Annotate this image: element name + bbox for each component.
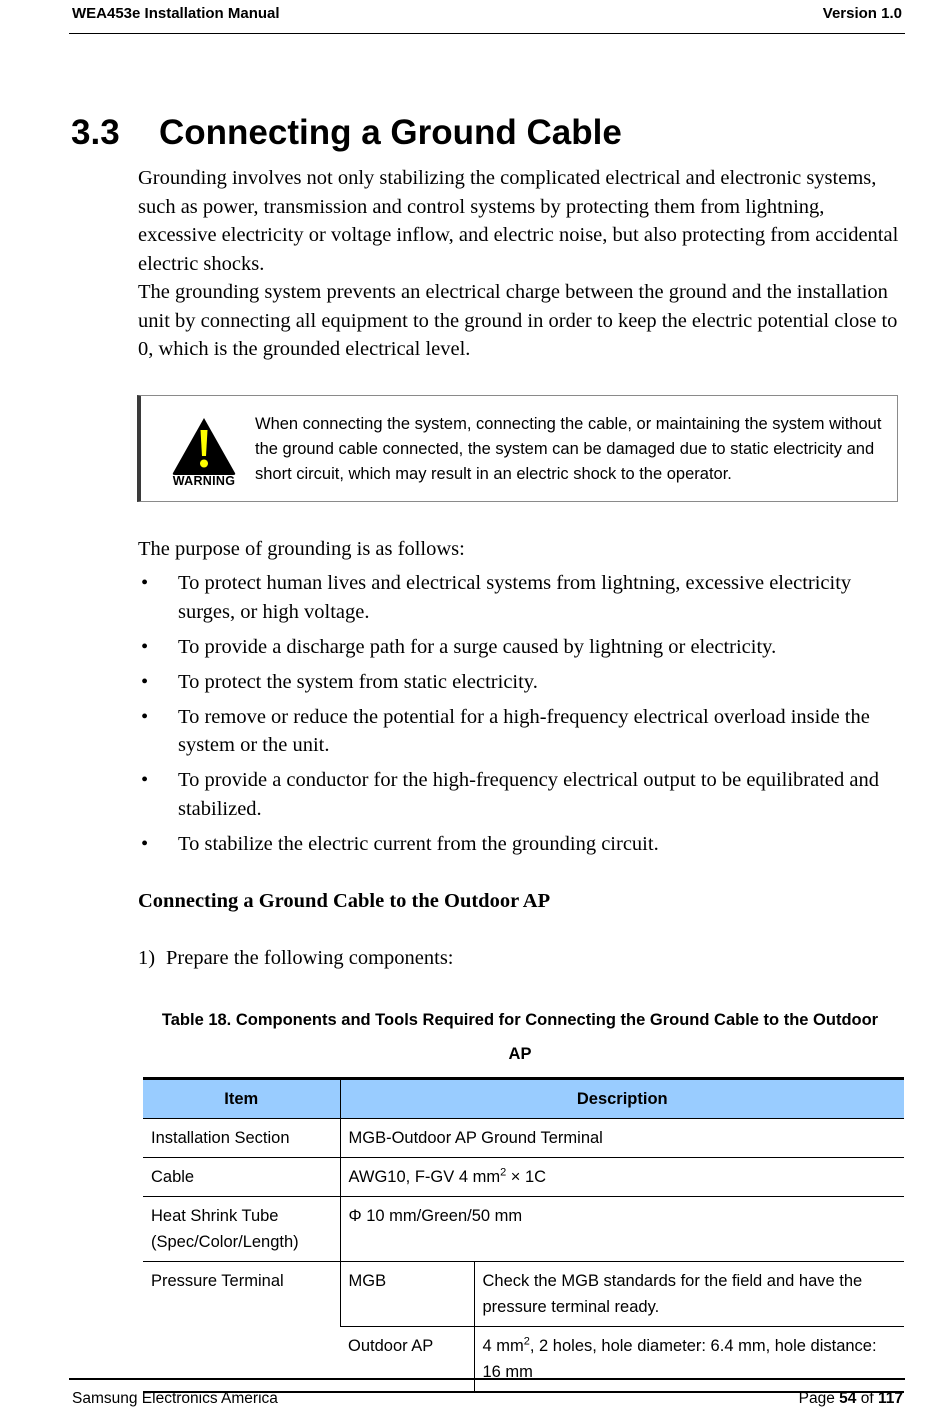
footer-page-number <box>799 1390 903 1408</box>
cable-spec: AWG10, F-GV 4 mm <box>348 1168 501 1186</box>
list-item-text: To protect human lives and electrical systems from lightning, excessive electricity surges, or high voltage. <box>178 572 852 623</box>
components-table <box>143 1077 904 1393</box>
warning-triangle-icon <box>171 416 237 476</box>
cell-subitem: MGB <box>340 1262 474 1327</box>
terminal-spec-suffix: , 2 holes, hole diameter: 6.4 mm, hole distance: 16 mm <box>482 1337 877 1381</box>
section-title: Connecting a Ground Cable <box>159 113 622 152</box>
section-heading <box>71 110 622 155</box>
cable-spec-suffix: × 1C <box>506 1168 547 1186</box>
superscript: 2 <box>523 1335 530 1348</box>
subsection-heading: Connecting a Ground Cable to the Outdoor AP <box>138 890 551 912</box>
list-item <box>138 766 908 823</box>
table-header-row <box>143 1079 904 1119</box>
table-row <box>143 1262 904 1327</box>
list-item-text: To remove or reduce the potential for a high-frequency electrical overload inside the system or the unit. <box>178 705 870 756</box>
header-description: Description <box>340 1079 904 1119</box>
header-item: Item <box>143 1079 340 1119</box>
terminal-spec: 4 mm <box>482 1337 524 1355</box>
step-text: Prepare the following components: <box>166 947 454 969</box>
intro-paragraph: The grounding system prevents an electrical charge between the ground and the installation unit by connecting all equipment to the ground in order to keep the electric potential close to 0, which is the grounded electrical level. <box>138 281 898 360</box>
bullet-dot: • <box>141 572 149 594</box>
cell-description: MGB-Outdoor AP Ground Terminal <box>340 1119 904 1158</box>
list-item-text: To provide a conductor for the high-frequency electrical output to be equilibrated and stabilized. <box>178 769 879 820</box>
step-number: 1) <box>138 947 156 969</box>
page-total: 117 <box>877 1390 903 1407</box>
section-number: 3.3 <box>71 113 120 152</box>
purpose-lead: The purpose of grounding is as follows: <box>138 538 465 560</box>
list-item <box>138 633 908 662</box>
list-item <box>138 668 908 697</box>
list-item <box>138 830 908 859</box>
table-row <box>143 1158 904 1197</box>
table-row <box>143 1197 904 1262</box>
bullet-dot: • <box>141 705 149 728</box>
footer-divider <box>69 1378 905 1380</box>
cell-item <box>143 1197 340 1262</box>
warning-text: When connecting the system, connecting the cable, or maintaining the system without the ground cable connected, the system can be damaged due to static electricity and short circuit, which may result in an electric shock to the operator. <box>255 415 882 483</box>
item-line: (Spec/Color/Length) <box>151 1233 299 1251</box>
bullet-dot: • <box>141 769 149 791</box>
page-of: of <box>860 1390 874 1407</box>
cell-description <box>474 1327 904 1393</box>
cell-item: Pressure Terminal <box>143 1262 340 1393</box>
list-item <box>138 703 908 760</box>
header-version: Version 1.0 <box>822 5 902 22</box>
cell-description: Φ 10 mm/Green/50 mm <box>340 1197 904 1262</box>
header-divider <box>69 33 905 34</box>
superscript: 2 <box>500 1166 507 1179</box>
cell-description: Check the MGB standards for the field and have the pressure terminal ready. <box>474 1262 904 1327</box>
bullet-dot: • <box>141 635 149 658</box>
warning-label: WARNING <box>172 474 236 488</box>
list-item-text: To provide a discharge path for a surge caused by lightning or electricity. <box>178 635 777 658</box>
list-item-text: To stabilize the electric current from the grounding circuit. <box>178 832 659 855</box>
purpose-list <box>138 569 908 865</box>
cell-subitem: Outdoor AP <box>340 1327 474 1393</box>
intro-text <box>138 164 908 364</box>
page-prefix: Page <box>798 1390 835 1407</box>
warning-box <box>137 395 898 502</box>
page-current: 54 <box>839 1390 857 1407</box>
cell-item: Installation Section <box>143 1119 340 1158</box>
table-caption: Table 18. Components and Tools Required for Connecting the Ground Cable to the Outdoor AP <box>161 1011 879 1063</box>
bullet-dot: • <box>141 670 149 693</box>
bullet-dot: • <box>141 832 149 855</box>
step-item <box>138 944 454 972</box>
header-title: WEA453e Installation Manual <box>72 5 280 22</box>
intro-paragraph: Grounding involves not only stabilizing the complicated electrical and electronic systems, such as power, transmission and control systems by protecting them from lightning, excessive electricity or voltage inflow, and electric noise, but also protecting from accidental electric shocks. <box>138 167 899 275</box>
table-row <box>143 1119 904 1158</box>
footer-company: Samsung Electronics America <box>72 1390 278 1407</box>
cell-item: Cable <box>143 1158 340 1197</box>
item-line: Heat Shrink Tube <box>151 1207 279 1225</box>
cell-description <box>340 1158 904 1197</box>
list-item <box>138 569 908 626</box>
list-item-text: To protect the system from static electricity. <box>178 670 538 693</box>
